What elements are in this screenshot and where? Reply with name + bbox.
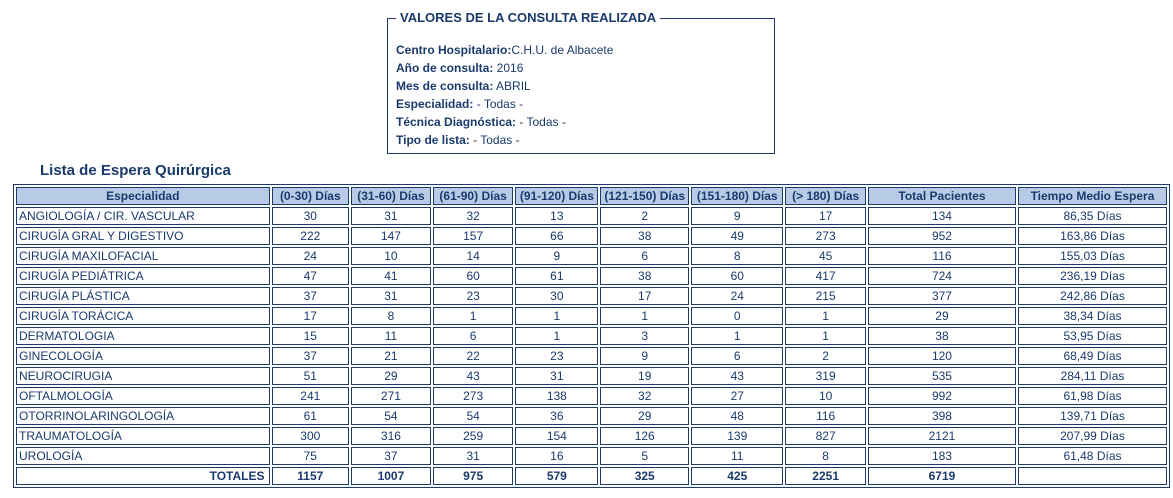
query-field-label: Técnica Diagnóstica: xyxy=(396,115,517,129)
table-row xyxy=(16,447,1167,465)
table-cell: 6 xyxy=(691,347,783,365)
specialty-cell: CIRUGÍA PLÁSTICA xyxy=(16,287,270,305)
table-cell: 38 xyxy=(600,227,689,245)
table-cell: 10 xyxy=(351,247,431,265)
column-header-31-60: (31-60) Días xyxy=(351,187,431,205)
table-cell: 5 xyxy=(600,447,689,465)
table-cell: 47 xyxy=(272,267,350,285)
table-cell: 1 xyxy=(433,307,514,325)
query-field-especialidad xyxy=(396,95,613,113)
table-cell: 32 xyxy=(600,387,689,405)
table-cell: 37 xyxy=(272,347,350,365)
table-cell: 300 xyxy=(272,427,350,445)
table-cell: 2 xyxy=(600,207,689,225)
query-field-centro xyxy=(396,41,613,59)
table-cell: 163,86 Días xyxy=(1018,227,1167,245)
table-cell: 6719 xyxy=(868,467,1016,485)
table-cell: 75 xyxy=(272,447,350,465)
table-cell: 31 xyxy=(351,287,431,305)
table-cell: 54 xyxy=(433,407,514,425)
table-row xyxy=(16,307,1167,325)
table-cell: 61 xyxy=(515,267,598,285)
table-cell: 6 xyxy=(600,247,689,265)
query-values-legend: VALORES DE LA CONSULTA REALIZADA xyxy=(396,10,660,25)
table-cell: 11 xyxy=(351,327,431,345)
table-cell: 120 xyxy=(868,347,1016,365)
table-cell: 53,95 Días xyxy=(1018,327,1167,345)
table-cell: 1007 xyxy=(351,467,431,485)
table-cell: 38 xyxy=(868,327,1016,345)
table-row xyxy=(16,227,1167,245)
table-cell: 13 xyxy=(515,207,598,225)
query-field-value: 2016 xyxy=(493,61,524,75)
table-cell: 17 xyxy=(600,287,689,305)
table-cell xyxy=(1018,467,1167,485)
table-row xyxy=(16,407,1167,425)
table-cell: 29 xyxy=(868,307,1016,325)
table-cell: 30 xyxy=(272,207,350,225)
table-cell: 54 xyxy=(351,407,431,425)
specialty-cell: CIRUGÍA MAXILOFACIAL xyxy=(16,247,270,265)
table-row xyxy=(16,207,1167,225)
table-cell: 14 xyxy=(433,247,514,265)
table-row xyxy=(16,427,1167,445)
table-cell: 37 xyxy=(351,447,431,465)
query-field-value: C.H.U. de Albacete xyxy=(511,43,614,57)
table-cell: 29 xyxy=(351,367,431,385)
table-cell: 41 xyxy=(351,267,431,285)
table-cell: 43 xyxy=(433,367,514,385)
column-header-151-180: (151-180) Días xyxy=(691,187,783,205)
table-cell: 68,49 Días xyxy=(1018,347,1167,365)
table-cell: 31 xyxy=(515,367,598,385)
table-cell: 8 xyxy=(351,307,431,325)
column-header-total: Total Pacientes xyxy=(868,187,1016,205)
specialty-cell: GINECOLOGÍA xyxy=(16,347,270,365)
table-cell: 827 xyxy=(785,427,866,445)
table-cell: 992 xyxy=(868,387,1016,405)
table-cell: 139,71 Días xyxy=(1018,407,1167,425)
table-cell: 17 xyxy=(785,207,866,225)
table-cell: 32 xyxy=(433,207,514,225)
table-cell: 952 xyxy=(868,227,1016,245)
table-cell: 157 xyxy=(433,227,514,245)
table-cell: 242,86 Días xyxy=(1018,287,1167,305)
table-cell: 271 xyxy=(351,387,431,405)
table-cell: 3 xyxy=(600,327,689,345)
specialty-cell: ANGIOLOGÍA / CIR. VASCULAR xyxy=(16,207,270,225)
table-cell: 24 xyxy=(272,247,350,265)
specialty-cell: CIRUGÍA GRAL Y DIGESTIVO xyxy=(16,227,270,245)
table-cell: 183 xyxy=(868,447,1016,465)
specialty-cell: UROLOGÍA xyxy=(16,447,270,465)
query-field-label: Mes de consulta: xyxy=(396,79,494,93)
table-cell: 23 xyxy=(433,287,514,305)
table-cell: 43 xyxy=(691,367,783,385)
table-cell: 9 xyxy=(691,207,783,225)
table-row xyxy=(16,367,1167,385)
table-cell: 273 xyxy=(433,387,514,405)
table-cell: 2 xyxy=(785,347,866,365)
table-cell: 325 xyxy=(600,467,689,485)
table-cell: 37 xyxy=(272,287,350,305)
query-field-label: Centro Hospitalario: xyxy=(396,43,512,57)
table-cell: 377 xyxy=(868,287,1016,305)
table-cell: 31 xyxy=(433,447,514,465)
table-row xyxy=(16,267,1167,285)
list-title: Lista de Espera Quirúrgica xyxy=(40,162,231,179)
table-cell: 36 xyxy=(515,407,598,425)
table-cell: 17 xyxy=(272,307,350,325)
table-cell: 1 xyxy=(600,307,689,325)
column-header-over-180: (> 180) Días xyxy=(785,187,866,205)
table-cell: 0 xyxy=(691,307,783,325)
table-cell: 51 xyxy=(272,367,350,385)
table-cell: 319 xyxy=(785,367,866,385)
table-cell: 21 xyxy=(351,347,431,365)
table-cell: 155,03 Días xyxy=(1018,247,1167,265)
table-cell: 49 xyxy=(691,227,783,245)
table-row xyxy=(16,247,1167,265)
table-cell: 29 xyxy=(600,407,689,425)
table-cell: 579 xyxy=(515,467,598,485)
table-cell: 273 xyxy=(785,227,866,245)
column-header-91-120: (91-120) Días xyxy=(515,187,598,205)
table-cell: 22 xyxy=(433,347,514,365)
table-cell: 1157 xyxy=(272,467,350,485)
table-cell: 16 xyxy=(515,447,598,465)
query-field-mes xyxy=(396,77,613,95)
table-cell: 9 xyxy=(515,247,598,265)
table-row xyxy=(16,347,1167,365)
table-cell: 417 xyxy=(785,267,866,285)
table-cell: 30 xyxy=(515,287,598,305)
specialty-cell: NEUROCIRUGIA xyxy=(16,367,270,385)
query-values-box xyxy=(387,10,775,154)
table-cell: 31 xyxy=(351,207,431,225)
table-cell: 975 xyxy=(433,467,514,485)
table-row xyxy=(16,287,1167,305)
table-cell: 6 xyxy=(433,327,514,345)
table-cell: 1 xyxy=(515,307,598,325)
table-cell: 61 xyxy=(272,407,350,425)
table-cell: 19 xyxy=(600,367,689,385)
specialty-cell: CIRUGÍA PEDIÁTRICA xyxy=(16,267,270,285)
table-cell: 154 xyxy=(515,427,598,445)
table-cell: 1 xyxy=(785,307,866,325)
query-field-anio xyxy=(396,59,613,77)
query-field-value: - Todas - xyxy=(516,115,566,129)
query-field-value: - Todas - xyxy=(469,133,520,147)
query-values-list xyxy=(396,41,613,149)
specialty-cell: CIRUGÍA TORÁCICA xyxy=(16,307,270,325)
table-cell: 222 xyxy=(272,227,350,245)
totals-label: TOTALES xyxy=(16,467,270,485)
table-cell: 316 xyxy=(351,427,431,445)
table-cell: 61,48 Días xyxy=(1018,447,1167,465)
table-cell: 23 xyxy=(515,347,598,365)
table-cell: 535 xyxy=(868,367,1016,385)
table-cell: 27 xyxy=(691,387,783,405)
column-header-tiempo-medio: Tiempo Medio Espera xyxy=(1018,187,1167,205)
table-cell: 60 xyxy=(433,267,514,285)
table-cell: 8 xyxy=(785,447,866,465)
table-cell: 24 xyxy=(691,287,783,305)
table-cell: 2121 xyxy=(868,427,1016,445)
table-row xyxy=(16,387,1167,405)
query-field-tecnica xyxy=(396,113,613,131)
query-field-value: ABRIL xyxy=(493,79,531,93)
table-cell: 138 xyxy=(515,387,598,405)
table-cell: 38 xyxy=(600,267,689,285)
query-field-value: - Todas - xyxy=(473,97,524,111)
column-header-61-90: (61-90) Días xyxy=(433,187,514,205)
table-cell: 2251 xyxy=(785,467,866,485)
table-cell: 284,11 Días xyxy=(1018,367,1167,385)
table-cell: 116 xyxy=(868,247,1016,265)
specialty-cell: DERMATOLOGIA xyxy=(16,327,270,345)
table-cell: 66 xyxy=(515,227,598,245)
query-field-label: Tipo de lista: xyxy=(396,133,470,147)
specialty-cell: OFTALMOLOGÍA xyxy=(16,387,270,405)
query-field-label: Año de consulta: xyxy=(396,61,494,75)
table-cell: 10 xyxy=(785,387,866,405)
table-cell: 724 xyxy=(868,267,1016,285)
table-header-row xyxy=(16,187,1167,205)
table-cell: 60 xyxy=(691,267,783,285)
table-cell: 215 xyxy=(785,287,866,305)
totals-row xyxy=(16,467,1167,485)
column-header-121-150: (121-150) Días xyxy=(600,187,689,205)
table-cell: 116 xyxy=(785,407,866,425)
table-cell: 398 xyxy=(868,407,1016,425)
table-cell: 126 xyxy=(600,427,689,445)
table-cell: 134 xyxy=(868,207,1016,225)
table-cell: 1 xyxy=(785,327,866,345)
waiting-list-table xyxy=(13,184,1170,488)
table-row xyxy=(16,327,1167,345)
table-cell: 15 xyxy=(272,327,350,345)
table-cell: 236,19 Días xyxy=(1018,267,1167,285)
specialty-cell: TRAUMATOLOGÍA xyxy=(16,427,270,445)
table-cell: 48 xyxy=(691,407,783,425)
table-cell: 61,98 Días xyxy=(1018,387,1167,405)
column-header-especialidad: Especialidad xyxy=(16,187,270,205)
table-cell: 9 xyxy=(600,347,689,365)
table-cell: 86,35 Días xyxy=(1018,207,1167,225)
specialty-cell: OTORRINOLARINGOLOGÍA xyxy=(16,407,270,425)
table-cell: 425 xyxy=(691,467,783,485)
table-cell: 11 xyxy=(691,447,783,465)
query-field-label: Especialidad: xyxy=(396,97,474,111)
table-cell: 8 xyxy=(691,247,783,265)
table-cell: 241 xyxy=(272,387,350,405)
table-cell: 1 xyxy=(515,327,598,345)
table-cell: 38,34 Días xyxy=(1018,307,1167,325)
table-cell: 259 xyxy=(433,427,514,445)
table-cell: 147 xyxy=(351,227,431,245)
column-header-0-30: (0-30) Días xyxy=(272,187,350,205)
table-cell: 45 xyxy=(785,247,866,265)
table-cell: 139 xyxy=(691,427,783,445)
table-cell: 207,99 Días xyxy=(1018,427,1167,445)
table-cell: 1 xyxy=(691,327,783,345)
query-field-tipo-lista xyxy=(396,131,613,149)
